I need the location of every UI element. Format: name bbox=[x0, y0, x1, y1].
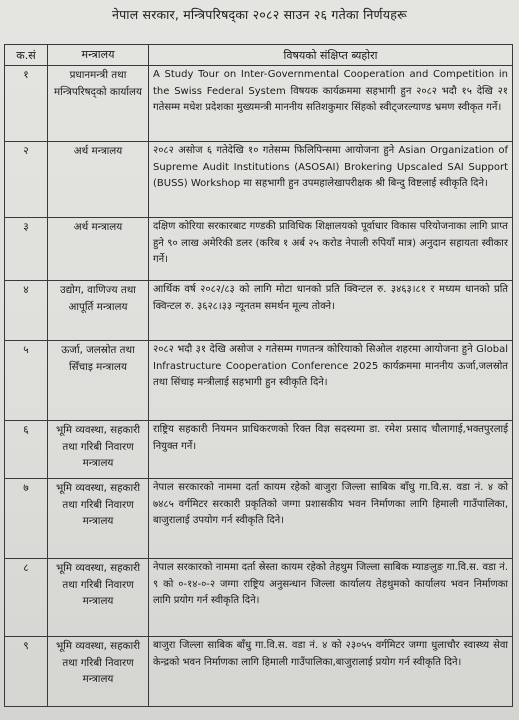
table-row bbox=[5, 637, 513, 707]
row-number: १ bbox=[23, 69, 29, 81]
table-row bbox=[5, 218, 513, 281]
row-summary: २०८२ असोज ६ गतेदेखि १० गतेसम्म फिलिपिन्समा आयोजना हुने Asian Organization of Supreme Audit Institutions (ASOSAI) Brokering Upscaled SAI Support (BUSS) Workshop मा सहभागी हुन उपमहालेखापरीक्षक श्री बिन्दु विष्टलाई स्वीकृति दिने। bbox=[153, 145, 508, 189]
table-row bbox=[5, 142, 513, 218]
row-summary: दक्षिण कोरिया सरकारबाट गण्डकी प्राविधिक शिक्षालयको पूर्वाधार विकास परियोजनाका लागि प्राप्त हुने ९० लाख अमेरिकी डलर (करिब १ अर्ब २५ करोड नेपाली रुपियाँ मात्र) अनुदान सहायता स्वीकार गर्ने। bbox=[153, 221, 508, 265]
row-number: २ bbox=[23, 145, 29, 157]
row-ministry: ऊर्जा, जलस्रोत तथा सिँचाइ मन्त्रालय bbox=[61, 344, 135, 373]
row-number: ९ bbox=[23, 640, 29, 652]
header-summary: विषयको संक्षिप्त ब्यहोरा bbox=[149, 45, 513, 66]
row-ministry: भूमि व्यवस्था, सहकारी तथा गरिबी निवारण मन्त्रालय bbox=[55, 640, 141, 685]
table-row bbox=[5, 66, 513, 142]
row-summary: नेपाल सरकारको नाममा दर्ता स्रेस्ता कायम रहेको तेहथुम जिल्ला साबिक म्याङलुङ गा.वि.स. वडा नं. ९ को ०-१४-०-२ जग्गा राष्ट्रिय अनुसन्धान जिल्ला कार्यालय तेहथुमको कार्यालय भवन निर्माणका लागि प्रयोग गर्न स्वीकृति दिने। bbox=[153, 562, 508, 606]
row-ministry: अर्थ मन्त्रालय bbox=[73, 221, 123, 233]
row-summary: A Study Tour on Inter-Governmental Cooperation and Competition in the Swiss Federal System विषयक कार्यक्रममा सहभागी हुन २०८२ भदौ १५ देखि २१ गतेसम्म मधेश प्रदेशका मुख्यमन्त्री माननीय सतिशकुमार सिंहको स्वीट्जरल्याण्ड भ्रमण स्वीकृत गर्ने। bbox=[153, 69, 508, 113]
row-number: ७ bbox=[23, 482, 29, 494]
table-row bbox=[5, 281, 513, 341]
row-summary: नेपाल सरकारको नाममा दर्ता कायम रहेको बाजुरा जिल्ला साबिक बाँधु गा.वि.स. वडा नं. ४ को ७४८५ वर्गमिटर सरकारी प्रकृतिको जग्गा प्रशासकीय भवन निर्माणका लागि हिमाली गाउँपालिका, बाजुरालाई उपयोग गर्न स्वीकृति दिने। bbox=[153, 482, 508, 526]
row-number: ३ bbox=[23, 221, 29, 233]
row-summary: राष्ट्रिय सहकारी नियमन प्राधिकरणको रिक्त विज्ञ सदस्यमा डा. रमेश प्रसाद चौलागाई,भक्तपुरलाई नियुक्त गर्ने। bbox=[153, 424, 508, 452]
row-summary: आर्थिक वर्ष २०८२/८३ को लागि मोटा धानको प्रति क्विन्टल रु. ३४६३।८१ र मध्यम धानको प्रति क्विन्टल रु. ३६२८।३३ न्यूनतम समर्थन मूल्य तोक्ने। bbox=[153, 284, 508, 312]
header-number: क.सं bbox=[5, 45, 48, 66]
row-number: ८ bbox=[23, 562, 29, 574]
decisions-table bbox=[4, 44, 513, 707]
table-row bbox=[5, 559, 513, 637]
row-ministry: उद्योग, वाणिज्य तथा आपूर्ति मन्त्रालय bbox=[60, 284, 136, 313]
header-ministry: मन्त्रालय bbox=[48, 45, 149, 66]
table-row bbox=[5, 479, 513, 559]
row-summary: बाजुरा जिल्ला साबिक बाँधु गा.वि.स. वडा नं. ४ को २३०५५ वर्गमिटर जग्गा धुलाचौर स्वास्थ्य सेवा केन्द्रको भवन निर्माणका लागि हिमाली गाउँपालिका,बाजुरालाई प्रयोग गर्न स्वीकृति दिने। bbox=[153, 640, 508, 668]
row-summary: २०८२ भदौ ३१ देखि असोज २ गतेसम्म गणतन्त्र कोरियाको सिओल शहरमा आयोजना हुने Global Infrastructure Cooperation Conference 2025 कार्यक्रममा माननीय ऊर्जा,जलस्रोत तथा सिंचाइ मन्त्रीलाई सहभागी हुन स्वीकृति दिने। bbox=[153, 344, 508, 388]
row-ministry: भूमि व्यवस्था, सहकारी तथा गरिबी निवारण मन्त्रालय bbox=[55, 562, 141, 607]
row-number: ६ bbox=[23, 424, 29, 436]
page-title: नेपाल सरकार, मन्त्रिपरिषद्का २०८२ साउन २६ गतेका निर्णयहरू bbox=[112, 7, 407, 22]
row-ministry: भूमि व्यवस्था, सहकारी तथा गरिबी निवारण मन्त्रालय bbox=[55, 482, 141, 527]
table-row bbox=[5, 421, 513, 479]
row-number: ४ bbox=[23, 284, 29, 296]
row-ministry: प्रधानमन्त्री तथा मन्त्रिपरिषद्को कार्यालय bbox=[53, 69, 143, 98]
table-row bbox=[5, 341, 513, 421]
row-number: ५ bbox=[23, 344, 29, 356]
table-header-row bbox=[5, 45, 513, 66]
row-ministry: भूमि व्यवस्था, सहकारी तथा गरिबी निवारण मन्त्रालय bbox=[55, 424, 141, 469]
row-ministry: अर्थ मन्त्रालय bbox=[73, 145, 123, 157]
